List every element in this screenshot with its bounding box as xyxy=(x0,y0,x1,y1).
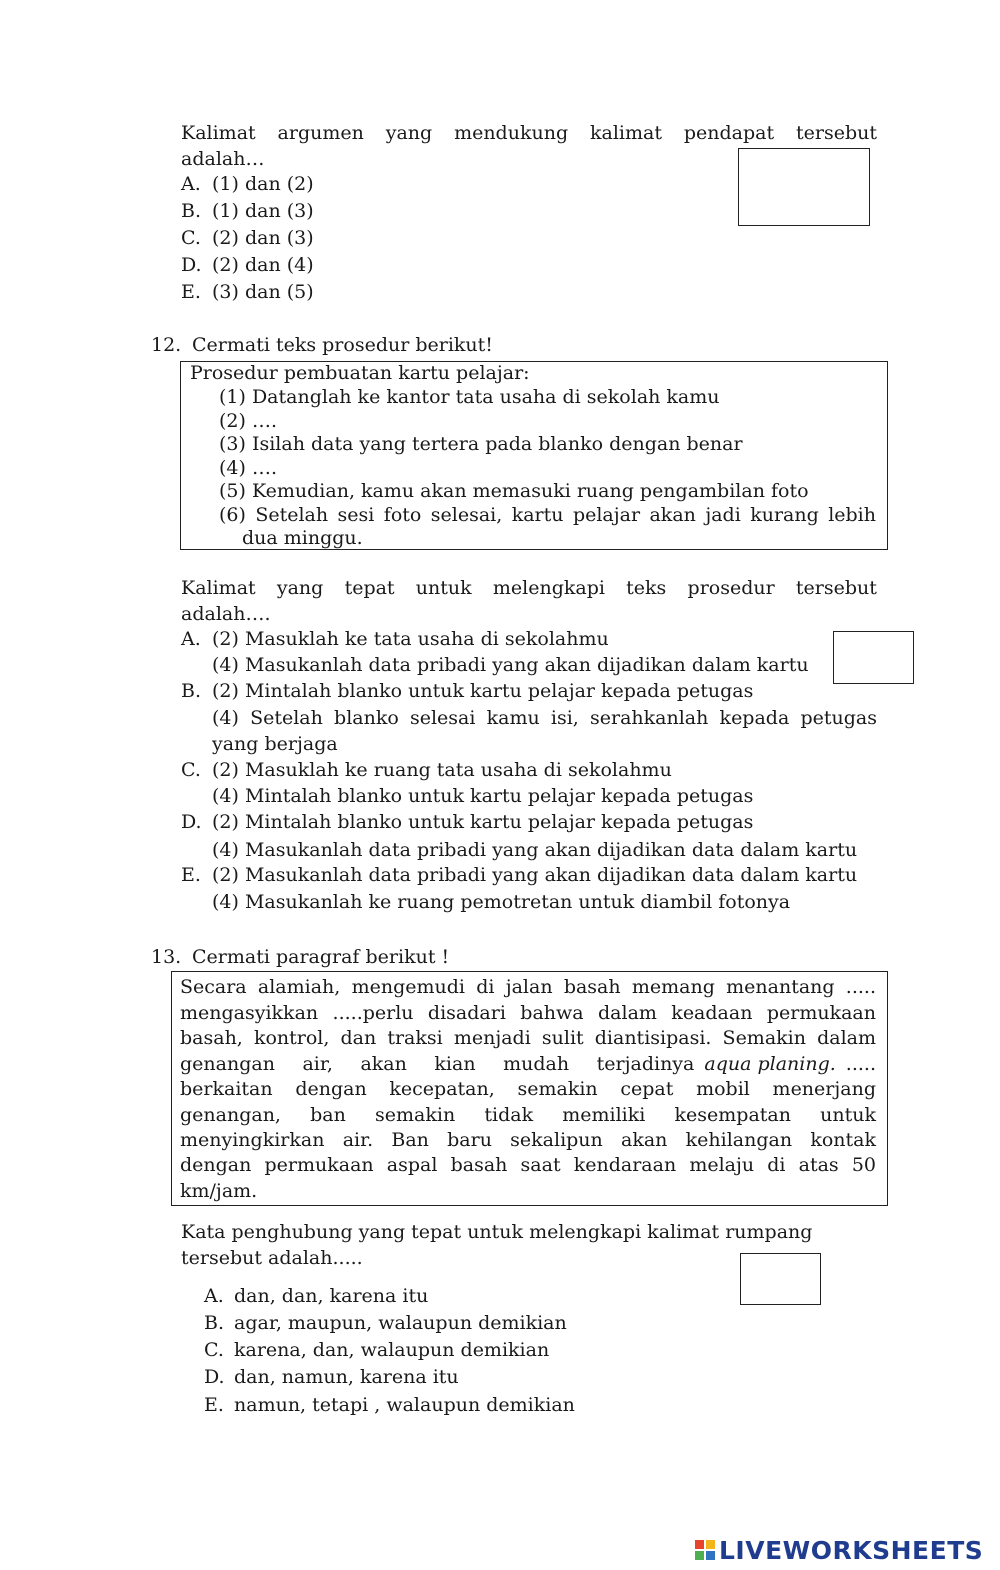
q13-prompt: Cermati paragraf berikut ! xyxy=(192,946,450,968)
q11-word: pendapat xyxy=(683,122,775,144)
q11-option-c-text: (2) dan (3) xyxy=(212,227,314,249)
q11-option-e-letter: E. xyxy=(181,281,201,303)
q12-number: 12. xyxy=(151,334,182,356)
q12-option-b-letter: B. xyxy=(181,680,202,702)
q12-word: untuk xyxy=(415,577,472,599)
q12-word: prosedur xyxy=(687,577,775,599)
q13-line4-text: genangan air, akan kian mudah terjadinya xyxy=(180,1053,695,1075)
q12-option-d-letter: D. xyxy=(181,811,202,833)
q11-word: mendukung xyxy=(454,122,569,144)
q11-option-b-text: (1) dan (3) xyxy=(212,200,314,222)
q13-para-line: basah, kontrol, dan traksi menjadi sulit diantisipasi. Semakin dalam xyxy=(180,1027,876,1049)
q11-word: Kalimat xyxy=(181,122,256,144)
q11-word: tersebut xyxy=(795,122,877,144)
q13-para-line: genangan, ban semakin tidak memiliki kesempatan untuk xyxy=(180,1104,876,1126)
q12-step-6-cont: dua minggu. xyxy=(242,527,363,549)
q13-para-line: Secara alamiah, mengemudi di jalan basah memang menantang ..... xyxy=(180,976,876,998)
q13-para-line-4 xyxy=(180,1055,876,1074)
q11-option-d-letter: D. xyxy=(181,254,202,276)
liveworksheets-logo-text: LIVEWORKSHEETS xyxy=(719,1535,984,1565)
q11-option-b-letter: B. xyxy=(181,200,202,222)
q13-number: 13. xyxy=(151,946,182,968)
q13-line4-italic: aqua planing. xyxy=(704,1053,836,1075)
logo-square-icon xyxy=(695,1551,704,1560)
q13-option-a-text: dan, dan, karena itu xyxy=(234,1285,429,1307)
q12-step-6: (6) Setelah sesi foto selesai, kartu pelajar akan jadi kurang lebih xyxy=(219,504,876,526)
q13-para-line: berkaitan dengan kecepatan, semakin cepat mobil menerjang xyxy=(180,1078,876,1100)
q13-option-e-letter: E. xyxy=(204,1394,224,1416)
q13-stem-line1: Kata penghubung yang tepat untuk melengkapi kalimat rumpang xyxy=(181,1221,813,1243)
q11-stem-line2: adalah… xyxy=(181,148,265,170)
q12-step-2: (2) …. xyxy=(219,410,277,432)
q13-option-c-letter: C. xyxy=(204,1339,224,1361)
q12-option-e-letter: E. xyxy=(181,864,201,886)
logo-square-icon xyxy=(706,1540,715,1549)
q12-option-e-line1: (2) Masukanlah data pribadi yang akan dijadikan data dalam kartu xyxy=(212,864,858,886)
q13-option-b-letter: B. xyxy=(204,1312,225,1334)
q12-option-b-line3: yang berjaga xyxy=(212,733,338,755)
q11-option-a-text: (1) dan (2) xyxy=(212,173,314,195)
q12-option-a-line2: (4) Masukanlah data pribadi yang akan dijadikan dalam kartu xyxy=(212,654,809,676)
q12-option-b-line1: (2) Mintalah blanko untuk kartu pelajar kepada petugas xyxy=(212,680,754,702)
q12-option-e-line2: (4) Masukanlah ke ruang pemotretan untuk diambil fotonya xyxy=(212,891,791,913)
q13-stem-line2: tersebut adalah..... xyxy=(181,1247,363,1269)
q12-step-3: (3) Isilah data yang tertera pada blanko dengan benar xyxy=(219,433,743,455)
q13-option-a-letter: A. xyxy=(204,1285,224,1307)
q11-option-c-letter: C. xyxy=(181,227,201,249)
q11-word: argumen xyxy=(277,122,364,144)
q12-word: tersebut xyxy=(795,577,877,599)
q12-box-title: Prosedur pembuatan kartu pelajar: xyxy=(190,362,530,384)
q13-option-b-text: agar, maupun, walaupun demikian xyxy=(234,1312,567,1334)
q12-step-5: (5) Kemudian, kamu akan memasuki ruang pengambilan foto xyxy=(219,480,809,502)
q13-para-line: dengan permukaan aspal basah saat kendaraan melaju di atas 50 xyxy=(180,1154,876,1176)
q11-word: kalimat xyxy=(589,122,662,144)
q13-option-c-text: karena, dan, walaupun demikian xyxy=(234,1339,550,1361)
q12-option-d-line2: (4) Masukanlah data pribadi yang akan dijadikan data dalam kartu xyxy=(212,839,858,861)
logo-square-icon xyxy=(695,1540,704,1549)
q12-option-b-line2: (4) Setelah blanko selesai kamu isi, serahkanlah kepada petugas xyxy=(212,707,877,729)
q12-option-a-line1: (2) Masuklah ke tata usaha di sekolahmu xyxy=(212,628,609,650)
q12-option-c-letter: C. xyxy=(181,759,201,781)
q12-stem-line2: adalah…. xyxy=(181,603,271,625)
q12-option-d-line1: (2) Mintalah blanko untuk kartu pelajar kepada petugas xyxy=(212,811,754,833)
q12-word: tepat xyxy=(344,577,395,599)
q12-word: teks xyxy=(626,577,667,599)
q13-para-line: km/jam. xyxy=(180,1180,258,1202)
q12-answer-box[interactable] xyxy=(833,631,914,684)
q12-word: yang xyxy=(276,577,324,599)
q12-option-c-line1: (2) Masuklah ke ruang tata usaha di sekolahmu xyxy=(212,759,672,781)
q12-option-c-line2: (4) Mintalah blanko untuk kartu pelajar kepada petugas xyxy=(212,785,754,807)
logo-square-icon xyxy=(706,1551,715,1560)
q13-para-line: mengasyikkan .....perlu disadari bahwa dalam keadaan permukaan xyxy=(180,1002,876,1024)
q11-option-d-text: (2) dan (4) xyxy=(212,254,314,276)
q11-option-a-letter: A. xyxy=(181,173,201,195)
q13-para-line: menyingkirkan air. Ban baru sekalipun akan kehilangan kontak xyxy=(180,1129,876,1151)
q13-option-d-text: dan, namun, karena itu xyxy=(234,1366,459,1388)
liveworksheets-logo[interactable] xyxy=(695,1533,983,1567)
q13-line4-blank: ..... xyxy=(845,1053,876,1075)
q12-prompt: Cermati teks prosedur berikut! xyxy=(192,334,493,356)
q12-word: Kalimat xyxy=(181,577,256,599)
q12-stem-line1 xyxy=(181,579,877,598)
q11-answer-box[interactable] xyxy=(738,148,870,226)
q13-option-e-text: namun, tetapi , walaupun demikian xyxy=(234,1394,575,1416)
q11-word: yang xyxy=(385,122,433,144)
q13-answer-box[interactable] xyxy=(740,1253,821,1305)
q12-word: melengkapi xyxy=(492,577,605,599)
q12-option-a-letter: A. xyxy=(181,628,201,650)
liveworksheets-logo-icon xyxy=(695,1540,715,1560)
q12-step-4: (4) …. xyxy=(219,457,277,479)
q13-option-d-letter: D. xyxy=(204,1366,225,1388)
q12-step-1: (1) Datanglah ke kantor tata usaha di sekolah kamu xyxy=(219,386,720,408)
q11-stem-line1 xyxy=(181,124,877,143)
q11-option-e-text: (3) dan (5) xyxy=(212,281,314,303)
